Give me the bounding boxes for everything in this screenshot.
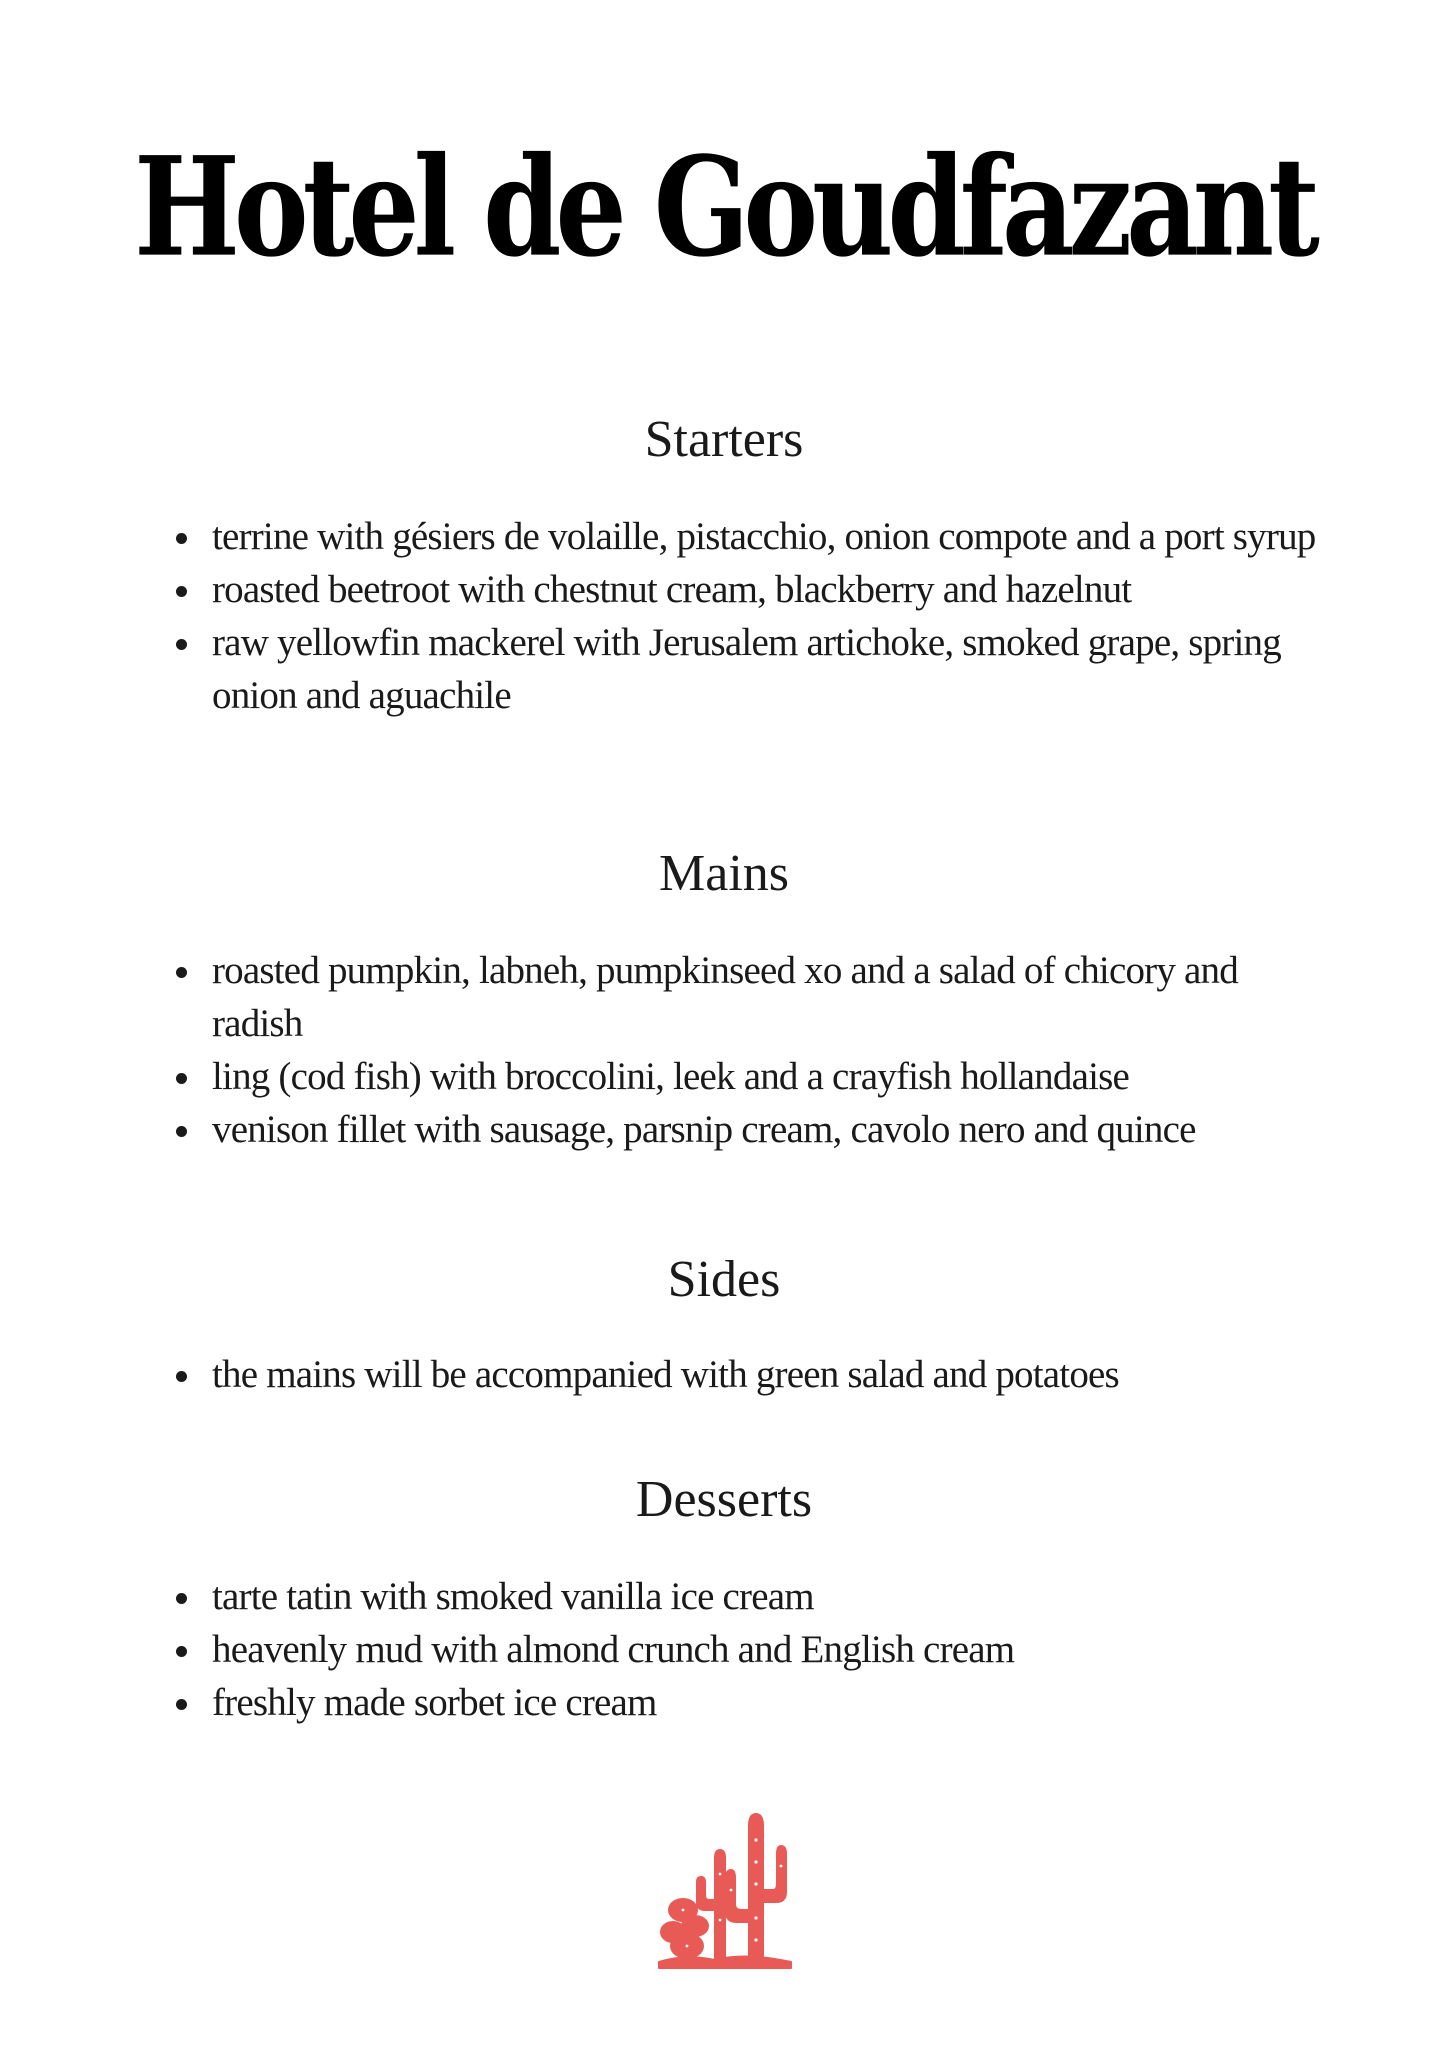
list-item	[176, 1570, 1326, 1623]
list-item-text: raw yellowfin mackerel with Jerusalem artichoke, smoked grape, spring onion and aguachile	[212, 621, 1281, 717]
section-heading-mains: Mains	[659, 845, 789, 902]
list-item-text: tarte tatin with smoked vanilla ice cream	[212, 1575, 814, 1618]
list-item	[176, 1348, 1326, 1401]
list-item-text: venison fillet with sausage, parsnip cream, cavolo nero and quince	[212, 1108, 1196, 1151]
list-item-text: freshly made sorbet ice cream	[212, 1681, 657, 1724]
cactus-icon	[655, 1800, 795, 1970]
bullet-icon	[176, 1699, 187, 1710]
list-item	[176, 616, 1326, 722]
bullet-icon	[176, 639, 187, 650]
list-item	[176, 1103, 1326, 1156]
sides-list	[176, 1348, 1326, 1401]
list-item-text: heavenly mud with almond crunch and English cream	[212, 1628, 1015, 1671]
list-item	[176, 563, 1326, 616]
bullet-icon	[176, 967, 187, 978]
desserts-list	[176, 1570, 1326, 1729]
mains-list	[176, 944, 1326, 1156]
bullet-icon	[176, 533, 187, 544]
list-item	[176, 1676, 1326, 1729]
section-heading-starters: Starters	[644, 411, 804, 468]
bullet-icon	[176, 1126, 187, 1137]
list-item	[176, 1050, 1326, 1103]
list-item-text: roasted pumpkin, labneh, pumpkinseed xo and a salad of chicory and radish	[212, 949, 1238, 1045]
bullet-icon	[176, 1593, 187, 1604]
list-item-text: terrine with gésiers de volaille, pistacchio, onion compote and a port syrup	[212, 515, 1316, 558]
section-heading-sides: Sides	[667, 1251, 781, 1308]
bullet-icon	[176, 1646, 187, 1657]
bullet-icon	[176, 586, 187, 597]
list-item-text: ling (cod fish) with broccolini, leek and a crayfish hollandaise	[212, 1055, 1130, 1098]
starters-list	[176, 510, 1326, 722]
bullet-icon	[176, 1371, 187, 1382]
page-title: Hotel de Goudfazant	[134, 127, 1314, 288]
list-item-text: roasted beetroot with chestnut cream, blackberry and hazelnut	[212, 568, 1132, 611]
list-item	[176, 944, 1326, 1050]
list-item	[176, 510, 1326, 563]
bullet-icon	[176, 1073, 187, 1084]
section-heading-desserts: Desserts	[635, 1471, 813, 1528]
list-item-text: the mains will be accompanied with green salad and potatoes	[212, 1353, 1119, 1396]
list-item	[176, 1623, 1326, 1676]
